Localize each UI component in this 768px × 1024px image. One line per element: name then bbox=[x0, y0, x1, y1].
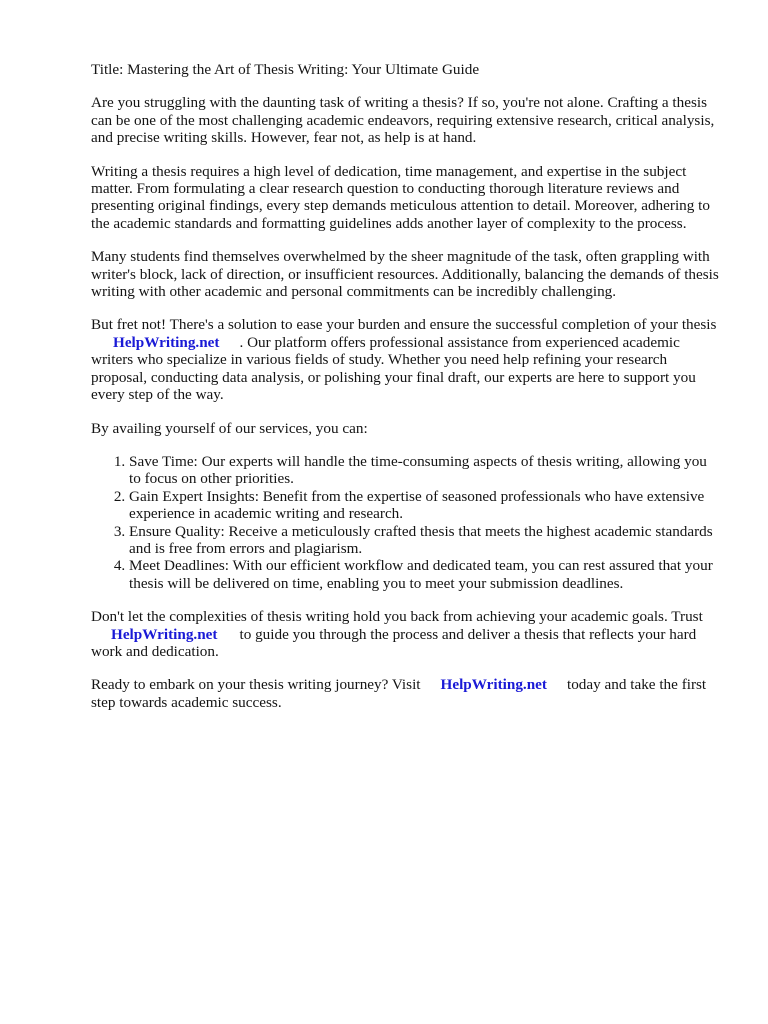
paragraph-requirements: Writing a thesis requires a high level of dedication, time management, and expertise in the subject matter. From formulating a clear research question to conducting thorough literature reviews and presenting original findings, every step demands meticulous attention to detail. Moreover, adhering to the academic standards and formatting guidelines adds another layer of complexity to the process. bbox=[91, 162, 710, 232]
paragraph-solution-text-before: But fret not! There's a solution to ease your burden and ensure the successful completion of your thesis bbox=[91, 316, 717, 334]
helpwriting-link-2[interactable]: HelpWriting.net bbox=[111, 625, 218, 643]
document-title: Title: Mastering the Art of Thesis Writing: Your Ultimate Guide bbox=[91, 61, 480, 78]
helpwriting-link-1[interactable]: HelpWriting.net bbox=[113, 333, 220, 351]
paragraph-solution bbox=[91, 316, 721, 403]
paragraph-intro: Are you struggling with the daunting task of writing a thesis? If so, you're not alone. Crafting a thesis can be one of the most challenging academic endeavors, requiring extensive research, critical analysis, and precise writing skills. However, fear not, as help is at hand. bbox=[91, 94, 715, 147]
paragraph-cta-text-after: today and take the first step towards academic success. bbox=[91, 676, 707, 711]
paragraph-services-intro: By availing yourself of our services, you can: bbox=[91, 419, 368, 437]
list-item: 3. Ensure Quality: Receive a meticulously crafted thesis that meets the highest academic standards and is free from errors and plagiarism. bbox=[129, 523, 721, 558]
paragraph-challenges: Many students find themselves overwhelmed by the sheer magnitude of the task, often grappling with writer's block, lack of direction, or insufficient resources. Additionally, balancing the demands of thesis writing with other academic and personal commitments can be incredibly challenging. bbox=[91, 248, 719, 301]
paragraph-trust bbox=[91, 608, 721, 660]
paragraph-cta-text-before: Ready to embark on your thesis writing journey? Visit bbox=[91, 676, 421, 694]
paragraph-trust-text-after: to guide you through the process and deliver a thesis that reflects your hard work and dedication. bbox=[91, 625, 697, 660]
paragraph-cta bbox=[91, 676, 721, 711]
paragraph-trust-text-before: Don't let the complexities of thesis writing hold you back from achieving your academic goals. Trust bbox=[91, 608, 703, 626]
list-item: 1. Save Time: Our experts will handle the time-consuming aspects of thesis writing, allowing you to focus on other priorities. bbox=[129, 453, 721, 488]
benefits-list bbox=[91, 453, 721, 592]
helpwriting-link-3[interactable]: HelpWriting.net bbox=[440, 676, 547, 694]
list-item: 2. Gain Expert Insights: Benefit from the expertise of seasoned professionals who have extensive experience in academic writing and research. bbox=[129, 488, 721, 523]
document-page bbox=[91, 61, 721, 727]
paragraph-solution-text-after: . Our platform offers professional assistance from experienced academic writers who specialize in various fields of study. Whether you need help refining your research proposal, conducting data analysis, or polishing your final draft, our experts are here to support you every step of the way. bbox=[91, 333, 696, 404]
list-item: 4. Meet Deadlines: With our efficient workflow and dedicated team, you can rest assured that your thesis will be delivered on time, enabling you to meet your submission deadlines. bbox=[129, 557, 721, 592]
